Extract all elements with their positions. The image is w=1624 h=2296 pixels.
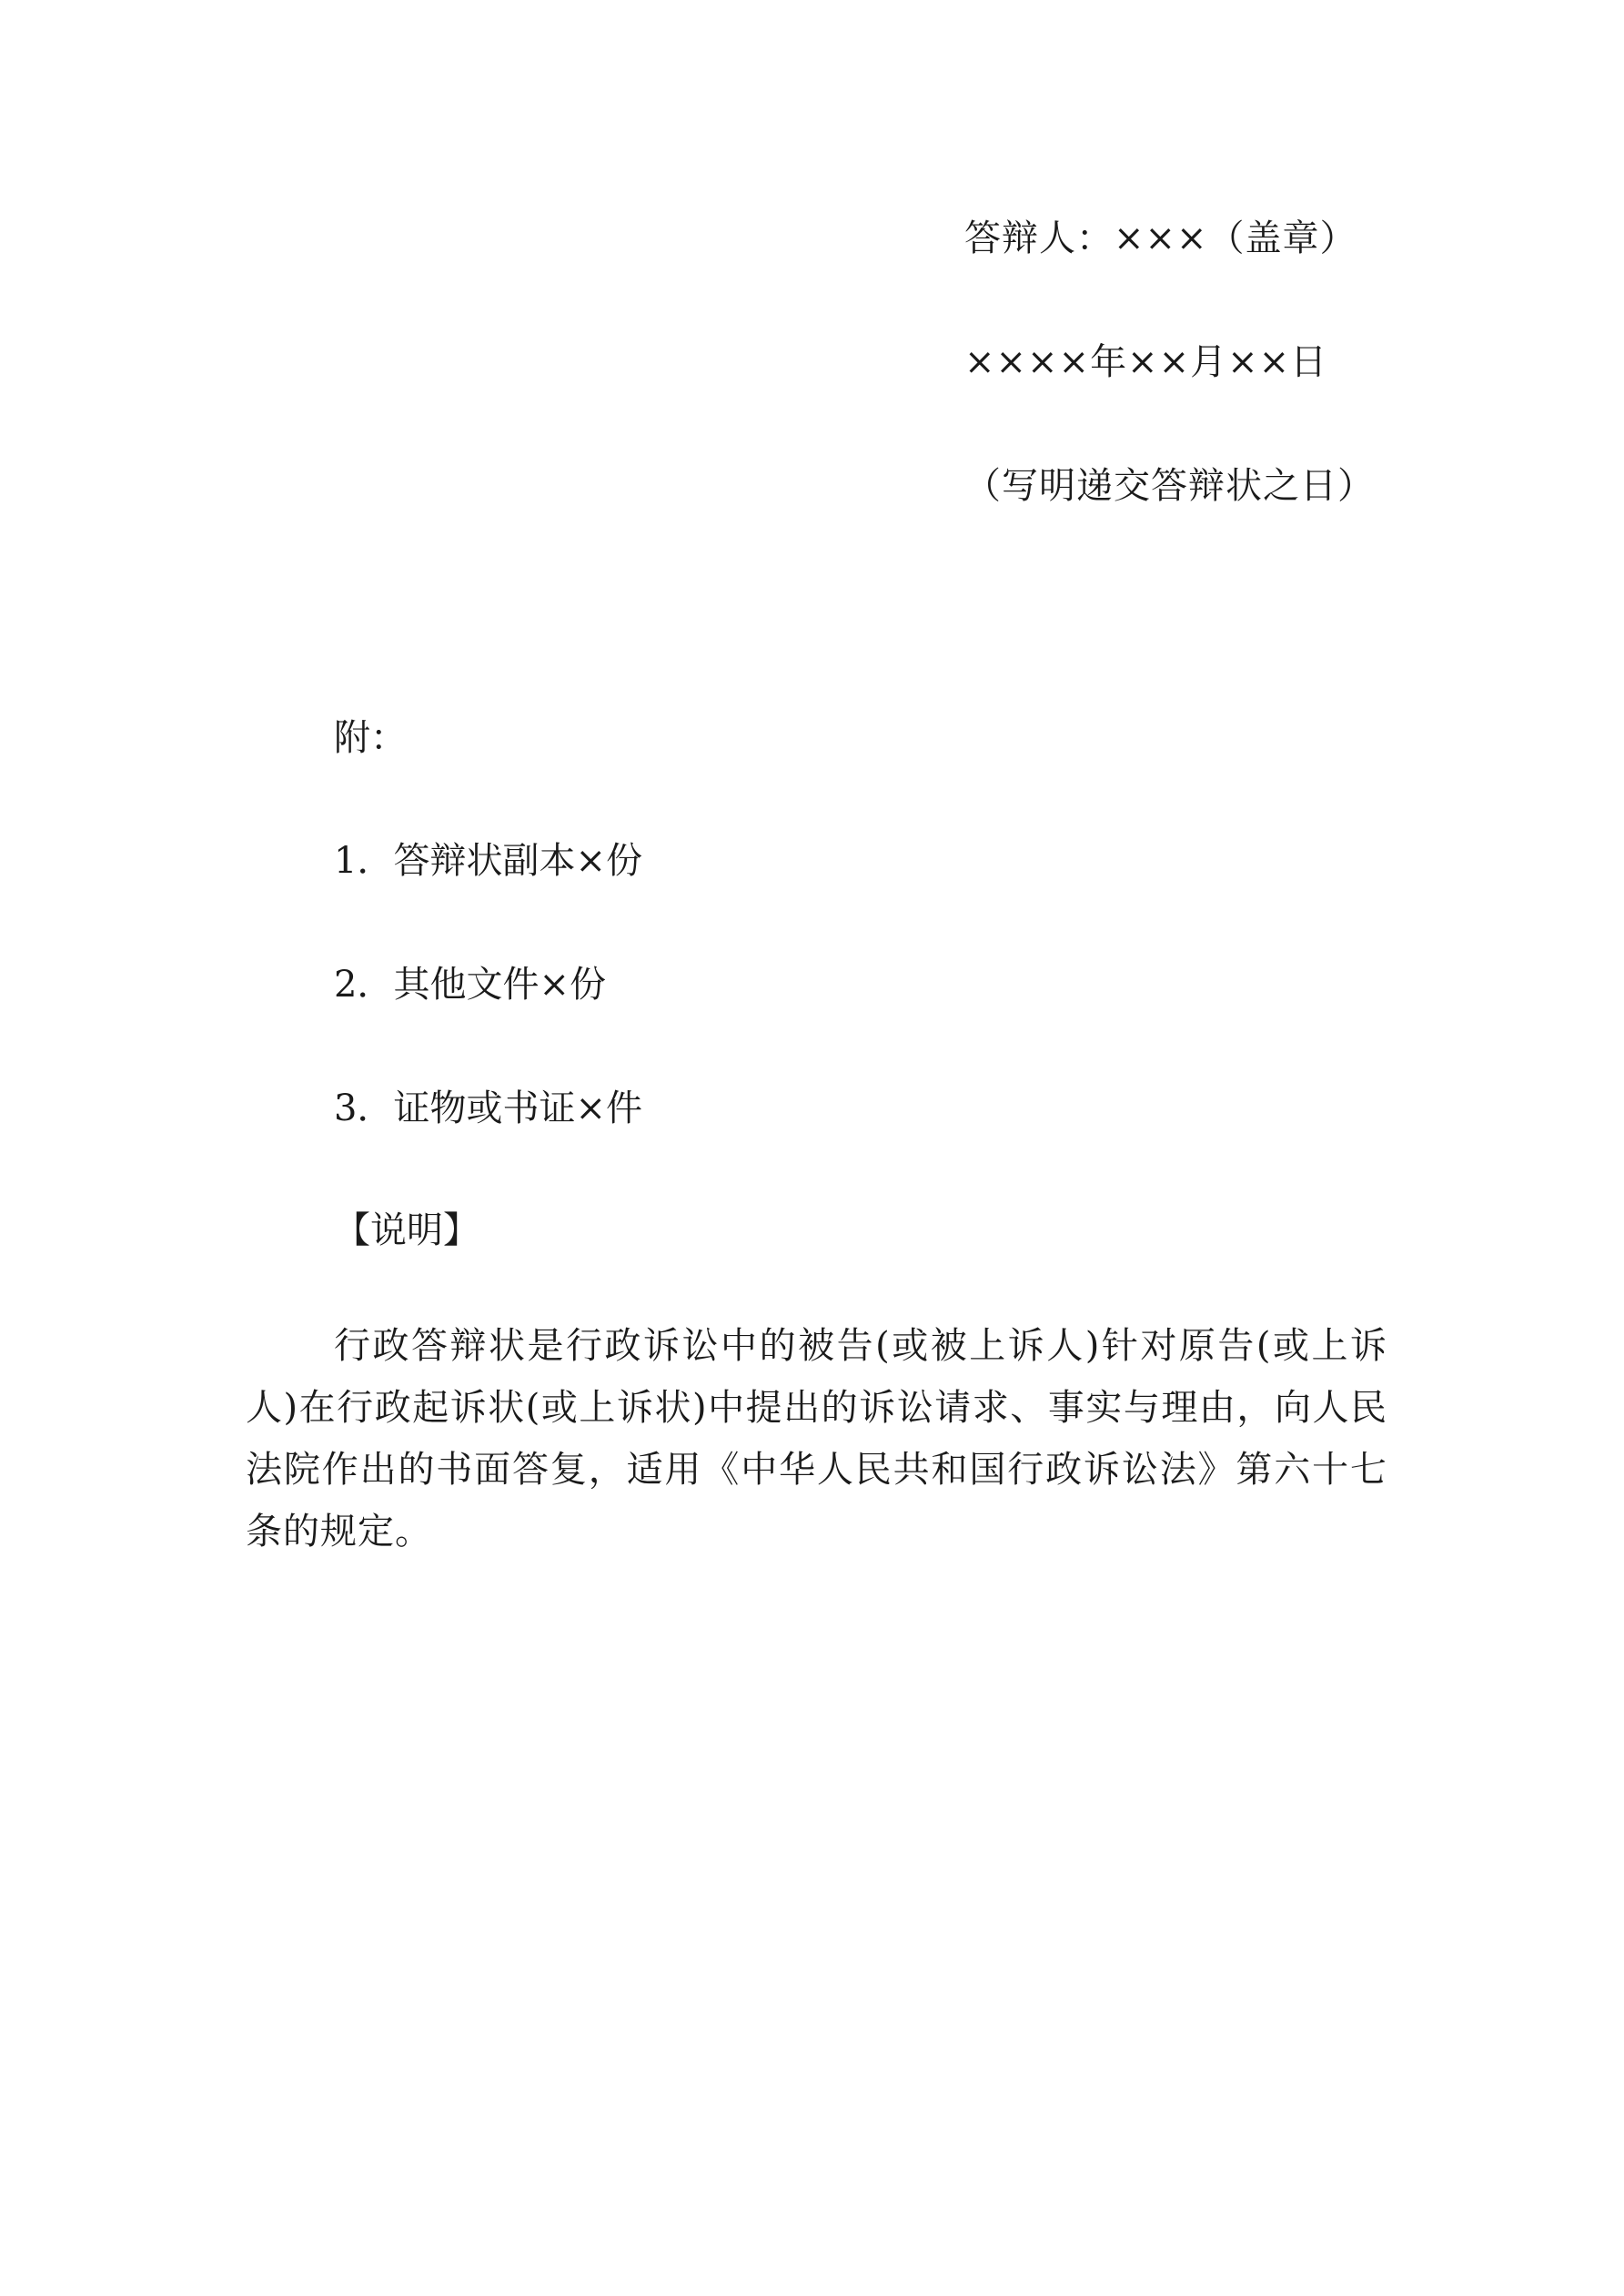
explanation-body: 行政答辩状是行政诉讼中的被告(或被上诉人)针对原告(或上诉人)在行政起诉状(或上诉状)中提出的诉讼请求、事实与理由，向人民法院作出的书面答复，适用《中华人民共和国行政诉讼法》第六十七条的规定。 <box>246 1325 1387 1553</box>
explanation-heading: 【说明】 <box>334 1209 479 1251</box>
attachment-item: 1．答辩状副本×份 <box>334 840 642 882</box>
attachments-label: 附： <box>334 717 407 759</box>
date-note: （写明递交答辩状之日） <box>964 465 1375 507</box>
respondent-signature: 答辩人：×××（盖章） <box>964 217 1357 259</box>
attachment-item: 3．证物或书证×件 <box>334 1087 642 1129</box>
attachments-list <box>334 839 642 1130</box>
attachment-item: 2．其他文件×份 <box>334 964 606 1006</box>
submission-date: ××××年××月××日 <box>964 341 1328 383</box>
